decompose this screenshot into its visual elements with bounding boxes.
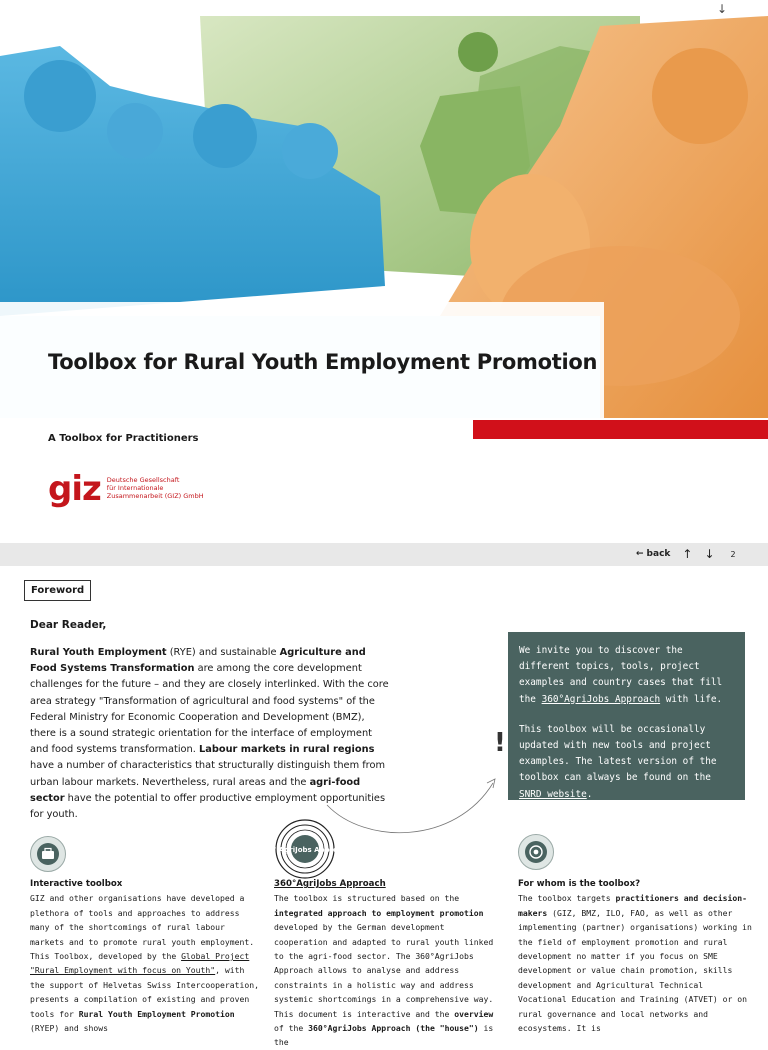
page-down-icon[interactable]: ↓ [704,547,715,561]
back-label: back [646,549,671,559]
target-group-icon [518,834,554,870]
document-subtitle: A Toolbox for Practitioners [48,433,199,444]
page-navigation [636,547,736,561]
connector-curve [325,775,505,845]
giz-wordmark: giz [48,469,101,509]
giz-logo [48,469,204,509]
invite-callout: We invite you to discover the different topics, tools, project examples and country cases that fill the 360°AgriJobs Approach with life. This toolbox will be occasionally updated with new tools and project examples. The latest version of the toolbox can always be found on the SNRD website. [508,632,745,800]
document-title: Toolbox for Rural Youth Employment Promotion [48,350,598,374]
back-button[interactable] [636,549,670,559]
red-accent-bar [473,420,768,439]
page-up-icon[interactable]: ↑ [682,547,693,561]
toolbox-icon [30,836,66,872]
snrd-website-link[interactable]: SNRD website [519,788,587,800]
foreword-label: Foreword [24,580,91,601]
intro-paragraph: Rural Youth Employment (RYE) and sustainable Agriculture and Food Systems Transformation are among the core development challenges for the future – and they are closely interlinked. With the core area strategy "Transformation of agricultural and food systems" of the Federal Ministry for Economic Cooperation and Development (BMZ), there is a sound strategic orientation for the interface of employment and food systems transformation. Labour markets in rural regions have a number of characteristics that structurally distinguish them from urban labour markets. Nevertheless, rural areas and the agri-food sector have the potential to offer productive employment opportunities for youth. [30,647,389,821]
giz-full-name: Deutsche Gesellschaft für Internationale Zusammenarbeit (GIZ) GmbH [106,476,204,500]
scroll-down-icon[interactable]: ↓ [717,2,728,16]
exclamation-icon: ! [494,728,506,758]
back-arrow-icon: ← [636,549,644,559]
column-interactive-toolbox: Interactive toolbox GIZ and other organisations have developed a plethora of tools and approaches to address many of the shortcomings of rural labour markets and to promote rural youth employment. This Toolbox, developed by the Global Project "Rural Employment with focus on Youth", with the support of Helvetas Swiss Intercooperation, presents a compilation of existing and proven tools for Rural Youth Employment Promotion (RYEP) and shows [30,877,262,1035]
column-heading: Interactive toolbox [30,879,123,889]
salutation: Dear Reader, [30,619,107,631]
agrijobs-360-icon[interactable] [258,818,352,880]
agrijobs-360-icon-text: 360° AgriJobs Approach [258,846,352,854]
column-agrijobs-approach: 360°AgriJobs Approach The toolbox is structured based on the integrated approach to employment promotion developed by the German development cooperation and adapted to rural youth linked to the agri-food sector. The 360°AgriJobs Approach allows to analyse and address constraints in a holistic way and address systemic shortcomings in a comprehensive way. This document is interactive and the overview of the 360°AgriJobs Approach (the "house") is the [274,877,502,1050]
cover-page [0,16,768,543]
page-number: 2 [730,549,736,559]
agrijobs-heading-link[interactable]: 360°AgriJobs Approach [274,879,386,889]
column-target-group: For whom is the toolbox? The toolbox targets practitioners and decision-makers (GIZ, BMZ, ILO, FAO, as well as other implementing (partner) organisations) working in the field of employment promotion and rural development no matter if you focus on SME development or value chain promotion, skills development and Agricultural Technical Vocational Education and Training (ATVET) or on rural governance and local networks and ecosystems. It is [518,877,754,1035]
agrijobs-approach-link[interactable]: 360°AgriJobs Approach [541,693,661,705]
global-project-link[interactable]: Global Project "Rural Employment with focus on Youth" [30,951,250,976]
column-heading: For whom is the toolbox? [518,879,641,889]
